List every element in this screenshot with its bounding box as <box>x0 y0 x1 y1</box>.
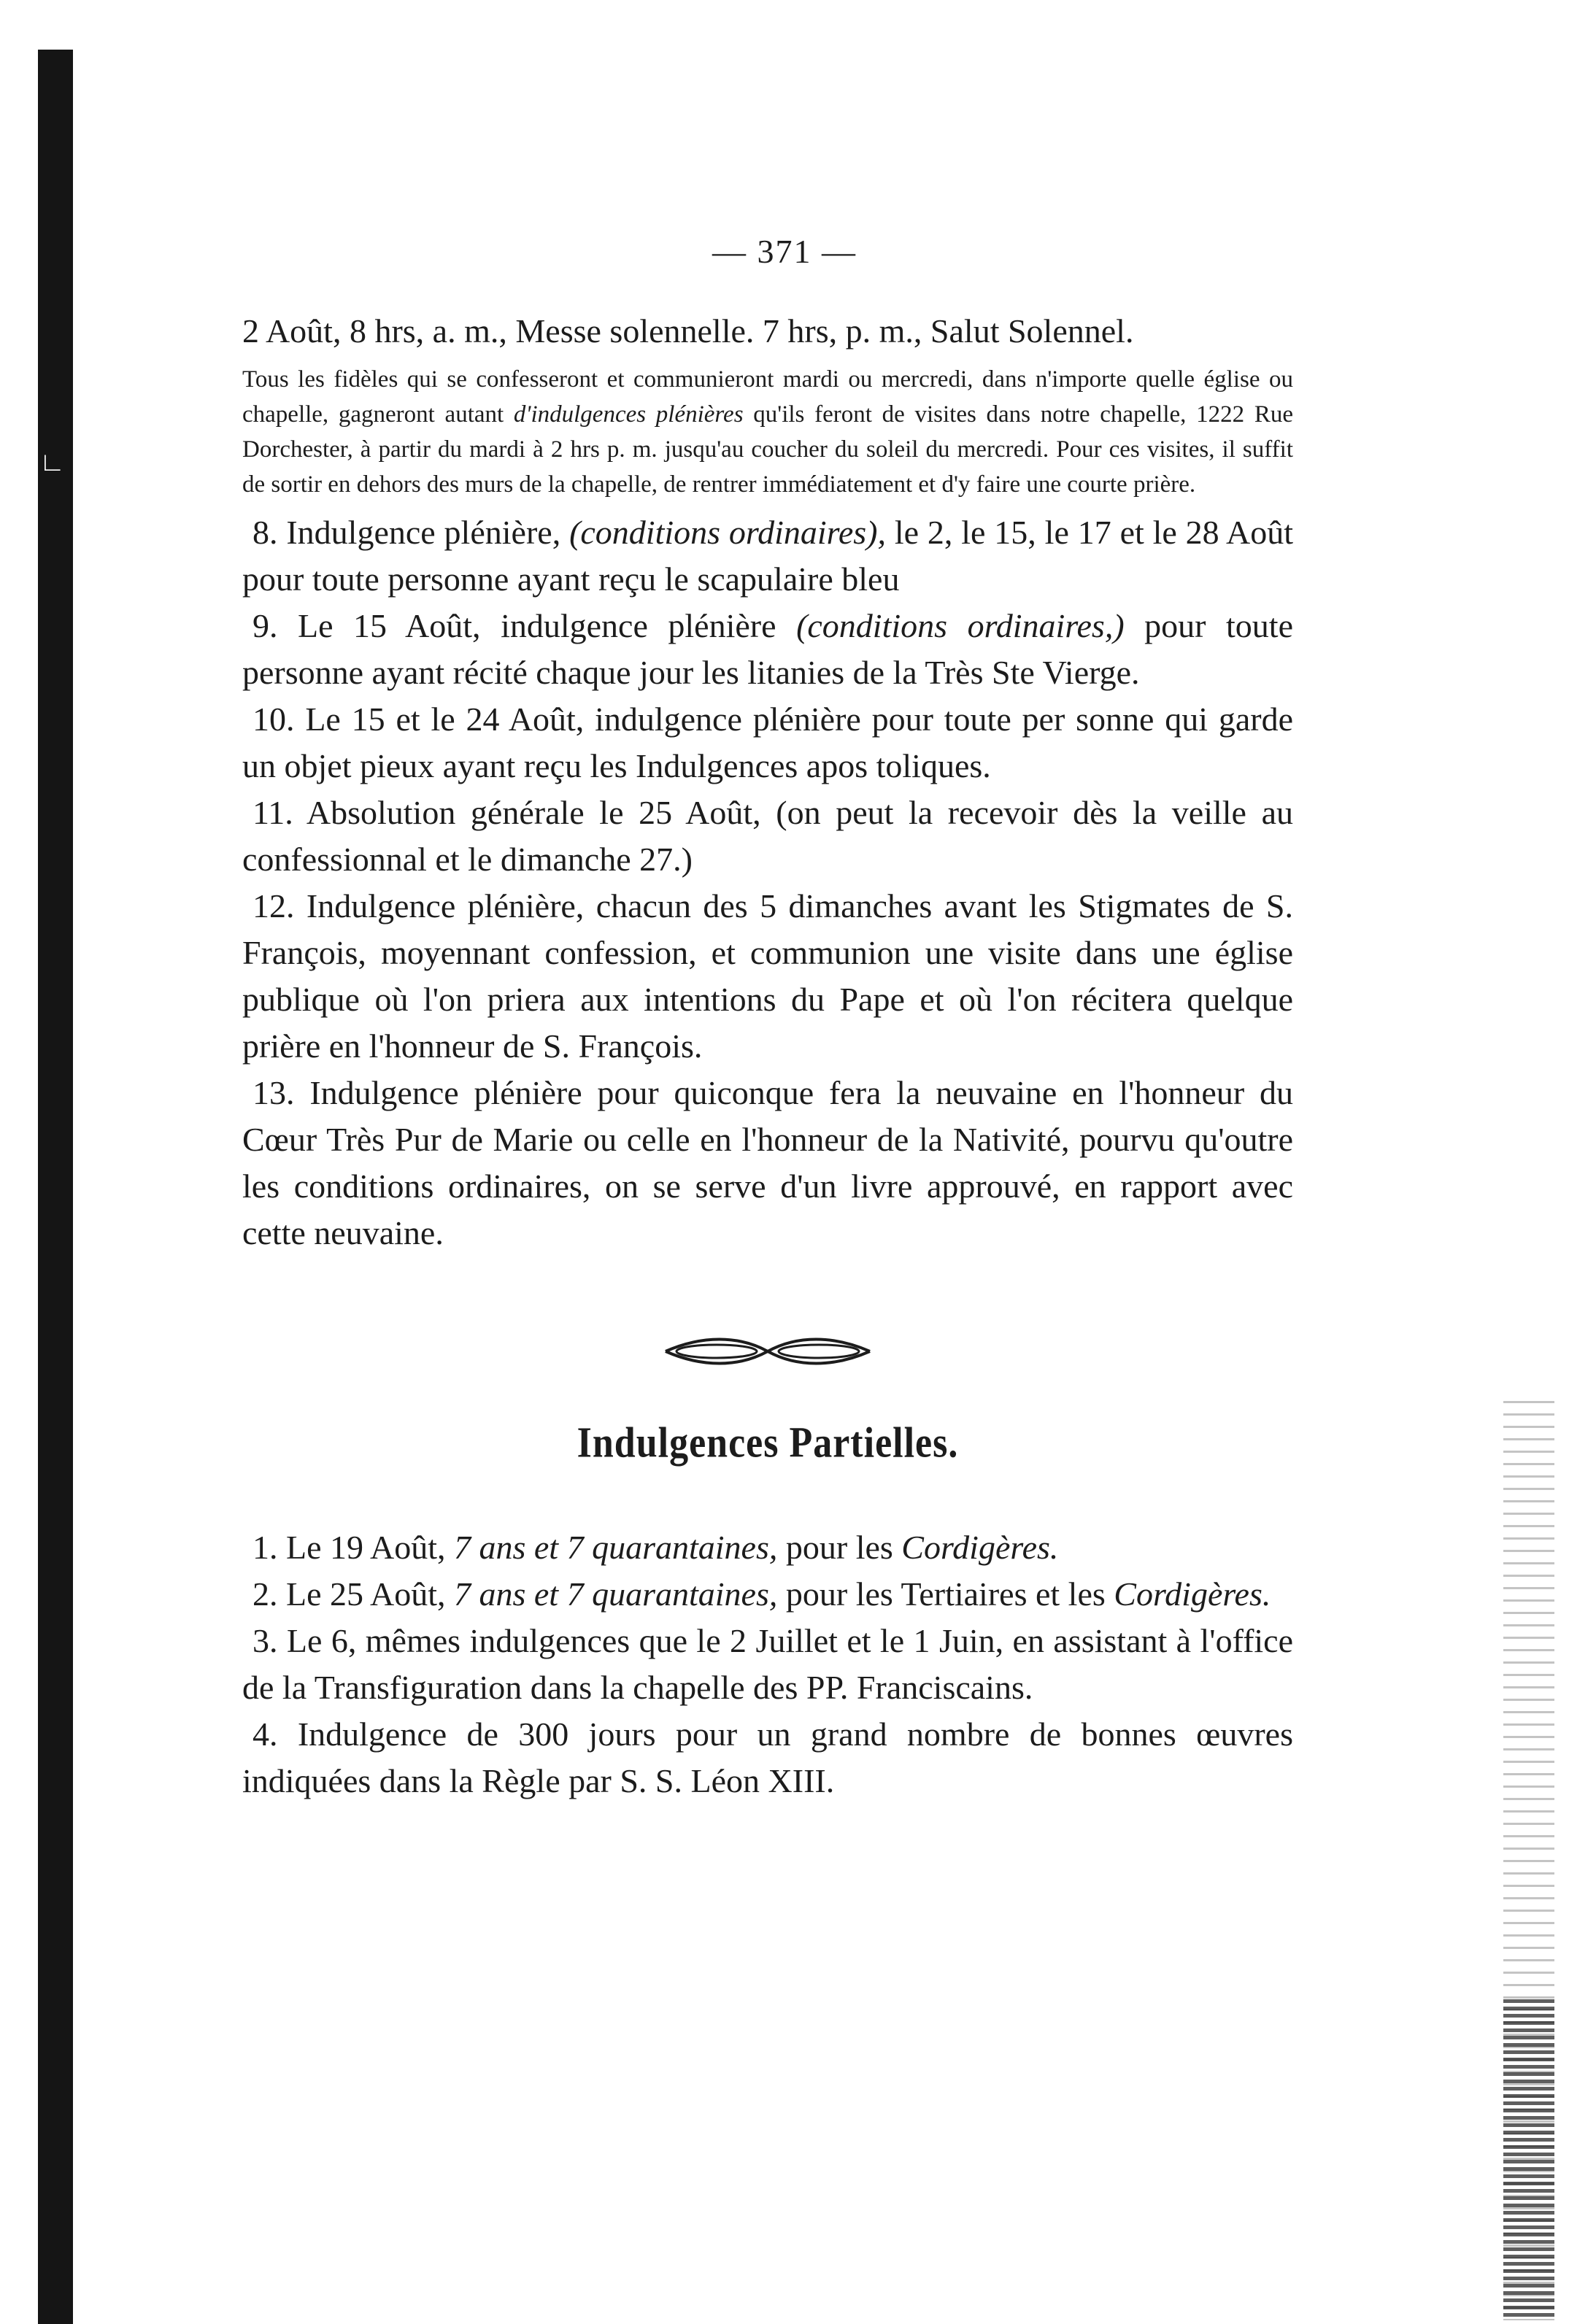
page-body <box>242 308 1293 1804</box>
section-title-text: Indulgences Partielles. <box>577 1418 959 1467</box>
paragraph-opening: 2 Août, 8 hrs, a. m., Messe solennelle. 7 hrs, p. m., Salut Solennel. <box>242 312 1134 350</box>
partial-3-text-1: 3. Le 6, mêmes indulgences que le 2 Juillet et le 1 Juin, en assistant à l'office de la Transfiguration dans la chapelle des PP. Franciscains. <box>242 1622 1293 1706</box>
item-8-text-3: le 2, le 15, le 17 et le 28 Août pour toute personne ayant reçu le scapulaire bleu <box>242 514 1293 598</box>
paragraph-item-10: 10. Le 15 et le 24 Août, indulgence plénière pour toute per sonne qui garde un objet pieux ayant reçu les Indulgences apos toliques. <box>242 700 1293 784</box>
partial-4-text-1: 4. Indulgence de 300 jours pour un grand nombre de bonnes œuvres indiquées dans la Règle par S. S. Léon XIII. <box>242 1715 1293 1799</box>
section-title <box>242 1418 1293 1467</box>
scan-noise-right-dense <box>1503 1999 1554 2320</box>
partial-1-text-3: pour les <box>777 1529 902 1566</box>
partial-2-text-4: Cordigères. <box>1114 1575 1271 1613</box>
note-text-3: qu'ils feront de visites dans notre chapelle, 1222 Rue Dorchester, à partir du mardi à 2 hrs p. m. jusqu'au coucher du soleil du mercredi. Pour ces visites, il suffit de sortir en dehors des murs de la chapelle, de rentrer immédiatement et d'y faire une courte prière. <box>242 401 1294 498</box>
item-8-text-1: 8. Indulgence plénière, <box>252 514 570 551</box>
note-text-1: Tous les fidèles qui se confesseront et communieront mardi ou mercredi, dans n'importe quelle église ou chapelle, gagneront autant <box>242 366 1293 428</box>
paragraph-item-9 <box>242 603 1293 696</box>
partial-2-text-2: 7 ans et 7 quarantaines, <box>453 1575 778 1613</box>
partial-item-2 <box>242 1571 1293 1618</box>
paragraph-item-11: 11. Absolution générale le 25 Août, (on peut la recevoir dès la veille au confessionnal et le dimanche 27.) <box>242 794 1293 878</box>
note-text-2: d'indulgences plénières <box>513 401 744 428</box>
paragraph-item-8 <box>242 509 1293 603</box>
partial-2-text-3: pour les Tertiaires et les <box>777 1575 1114 1613</box>
scan-binding-edge <box>38 50 73 2324</box>
partial-item-4 <box>242 1711 1293 1804</box>
item-9-text-3: pour toute personne ayant récité chaque jour les litanies de la Très Ste Vierge. <box>242 607 1293 691</box>
scan-mark: ∟ <box>39 447 66 476</box>
paragraph-note <box>242 362 1293 502</box>
paragraph-item-13: 13. Indulgence plénière pour quiconque fera la neuvaine en l'honneur du Cœur Très Pur de Marie ou celle en l'honneur de la Nativité, pourvu qu'outre les conditions ordinaires, on se serve d'un livre approuvé, en rapport avec cette neuvaine. <box>242 1074 1293 1251</box>
item-9-text-2: (conditions ordinaires,) <box>796 607 1125 644</box>
partial-2-text-1: 2. Le 25 Août, <box>252 1575 454 1613</box>
section-ornament <box>658 1329 877 1373</box>
item-8-text-2: (conditions ordinaires), <box>569 514 886 551</box>
item-9-text-1: 9. Le 15 Août, indulgence plénière <box>252 607 797 644</box>
partial-1-text-1: 1. Le 19 Août, <box>252 1529 454 1566</box>
partial-item-1 <box>242 1524 1293 1571</box>
partial-1-text-2: 7 ans et 7 quarantaines, <box>453 1529 778 1566</box>
partial-item-3 <box>242 1618 1293 1711</box>
page-number: — 371 — <box>712 233 857 270</box>
partial-1-text-4: Cordigères. <box>901 1529 1059 1566</box>
paragraph-item-12: 12. Indulgence plénière, chacun des 5 dimanches avant les Stigmates de S. François, moyennant confession, et communion une visite dans une église publique où l'on priera aux intentions du Pape et où l'on récitera quelque prière en l'honneur de S. François. <box>242 887 1293 1065</box>
